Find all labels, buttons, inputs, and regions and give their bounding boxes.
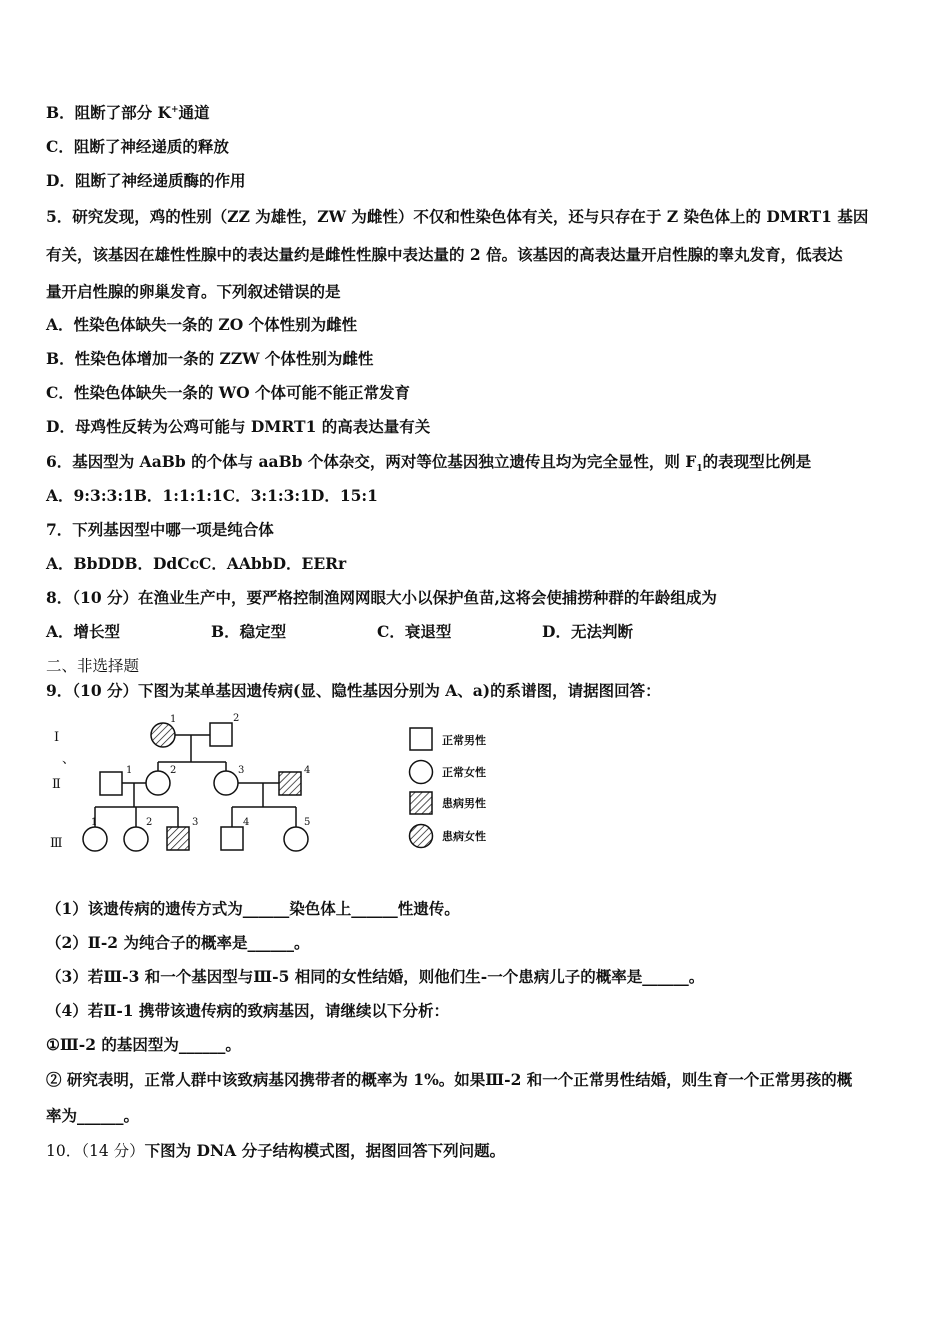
legend-normal-female-icon xyxy=(410,761,433,784)
num-III-3: 3 xyxy=(192,817,199,828)
q7-stem: 7．下列基因型中哪一项是纯合体 xyxy=(46,520,274,539)
q6-options: A．9:3:3:1B．1:1:1:1C．3:1:3:1D．15:1 xyxy=(46,486,378,505)
gen-label-I: Ⅰ xyxy=(54,730,60,745)
III-1-normal-female xyxy=(83,827,107,851)
gen-label-comma: 、 xyxy=(62,752,76,767)
num-III-4: 4 xyxy=(243,817,250,828)
q5-stem-line3: 量开启性腺的卵巢发育。下列叙述错误的是 xyxy=(46,282,341,301)
q8-option-c: C．衰退型 xyxy=(377,622,452,641)
legend-normal-male-label: 正常男性 xyxy=(442,734,486,747)
q4-option-d: D．阻断了神经递质酶的作用 xyxy=(46,171,246,190)
q9-sub3: （3）若Ⅲ-3 和一个基因型与Ⅲ-5 相同的女性结婚，则他们生-一个患病儿子的概率是______。 xyxy=(46,967,705,986)
II-4-affected-male xyxy=(279,772,301,795)
q9-sub4: （4）若Ⅱ-1 携带该遗传病的致病基因，请继续以下分析： xyxy=(46,1001,449,1020)
III-3-affected-male xyxy=(167,827,189,850)
q5-option-b: B．性染色体增加一条的 ZZW 个体性别为雌性 xyxy=(46,349,374,368)
q4-option-c: C．阻断了神经递质的释放 xyxy=(46,137,229,156)
I-1-affected-female xyxy=(151,723,175,747)
q10-text: 下图为 DNA 分子结构模式图，据图回答下列问题。 xyxy=(144,1141,506,1160)
legend-affected-female-label: 患病女性 xyxy=(442,830,486,843)
num-III-5: 5 xyxy=(304,817,311,828)
II-1-normal-male xyxy=(100,772,122,795)
q5-stem-line1: 5．研究发现，鸡的性别（ZZ 为雄性，ZW 为雌性）不仅和性染色体有关，还与只存在于 Z 染色体上的 DMRT1 基因 xyxy=(46,207,869,226)
q8-option-b: B．稳定型 xyxy=(211,622,287,641)
q10-score: （14 分） xyxy=(81,1142,145,1160)
q7-options: A．BbDDB．DdCcC．AAbbD．EERr xyxy=(46,554,347,573)
II-2-normal-female xyxy=(146,771,170,795)
num-II-1: 1 xyxy=(126,765,133,776)
q5-option-a: A．性染色体缺失一条的 ZO 个体性别为雌性 xyxy=(46,315,358,334)
q10-stem xyxy=(46,1139,505,1161)
q6-stem-text: 6．基因型为 AaBb 的个体与 aaBb 个体杂交，两对等位基因独立遗传且均为完全显性，则 F xyxy=(46,452,697,471)
III-4-normal-male xyxy=(221,827,243,850)
q5-option-c: C．性染色体缺失一条的 WO 个体可能不能正常发育 xyxy=(46,383,411,402)
q5-option-d: D．母鸡性反转为公鸡可能与 DMRT1 的高表达量有关 xyxy=(46,417,431,436)
q4-option-b xyxy=(46,101,210,123)
gen-label-II: Ⅱ xyxy=(52,777,61,792)
num-III-1: 1 xyxy=(91,817,98,828)
num-I-2: 2 xyxy=(233,713,240,724)
q10-number: 10． xyxy=(46,1142,82,1160)
q6-stem-tail: 的表现型比例是 xyxy=(702,452,812,471)
legend-affected-female-icon xyxy=(410,825,433,848)
subscript-1: 1 xyxy=(696,464,703,475)
num-II-3: 3 xyxy=(238,765,245,776)
q4-option-b-tail: 通道 xyxy=(178,103,210,122)
q9-sub1: （1）该遗传病的遗传方式为______染色体上______性遗传。 xyxy=(46,899,460,918)
legend-affected-male-label: 患病男性 xyxy=(442,797,486,810)
superscript-plus: + xyxy=(170,104,179,115)
legend-normal-female-label: 正常女性 xyxy=(442,766,486,779)
legend-affected-male-icon xyxy=(410,792,432,814)
q9-sub4-2-line2: 率为______。 xyxy=(46,1106,140,1125)
num-II-2: 2 xyxy=(170,765,177,776)
I-2-normal-male xyxy=(210,723,232,746)
II-3-normal-female xyxy=(214,771,238,795)
gen-label-III: Ⅲ xyxy=(50,836,63,851)
num-III-2: 2 xyxy=(146,817,153,828)
q4-option-b-text: B．阻断了部分 K xyxy=(46,103,171,122)
pedigree-chart xyxy=(46,705,346,865)
q8-option-a: A．增长型 xyxy=(46,622,121,641)
q5-stem-line2: 有关，该基因在雄性性腺中的表达量约是雌性性腺中表达量的 2 倍。该基因的高表达量开启性腺的睾丸发育，低表达 xyxy=(46,245,843,264)
III-2-normal-female xyxy=(124,827,148,851)
num-I-1: 1 xyxy=(170,714,177,725)
q8-stem: 8．（10 分）在渔业生产中，要严格控制渔网网眼大小以保护鱼苗,这将会使捕捞种群的年龄组成为 xyxy=(46,588,717,607)
q9-sub4-1: ①Ⅲ-2 的基因型为______。 xyxy=(46,1035,241,1054)
num-II-4: 4 xyxy=(304,765,311,776)
q9-stem: 9．（10 分）下图为某单基因遗传病(显、隐性基因分别为 A、a)的系谱图，请据图回答： xyxy=(46,681,661,700)
q9-sub4-2-line1: ② 研究表明，正常人群中该致病基冈携带者的概率为 1%。如果Ⅲ-2 和一个正常男性结婚，则生育一个正常男孩的概 xyxy=(46,1070,853,1089)
q6-stem xyxy=(46,450,811,474)
pedigree-legend xyxy=(400,722,520,852)
section-heading: 二、非选择题 xyxy=(46,657,140,675)
q8-option-d: D．无法判断 xyxy=(542,622,633,641)
legend-normal-male-icon xyxy=(410,728,432,750)
III-5-normal-female xyxy=(284,827,308,851)
q9-sub2: （2）Ⅱ-2 为纯合子的概率是______。 xyxy=(46,933,310,952)
